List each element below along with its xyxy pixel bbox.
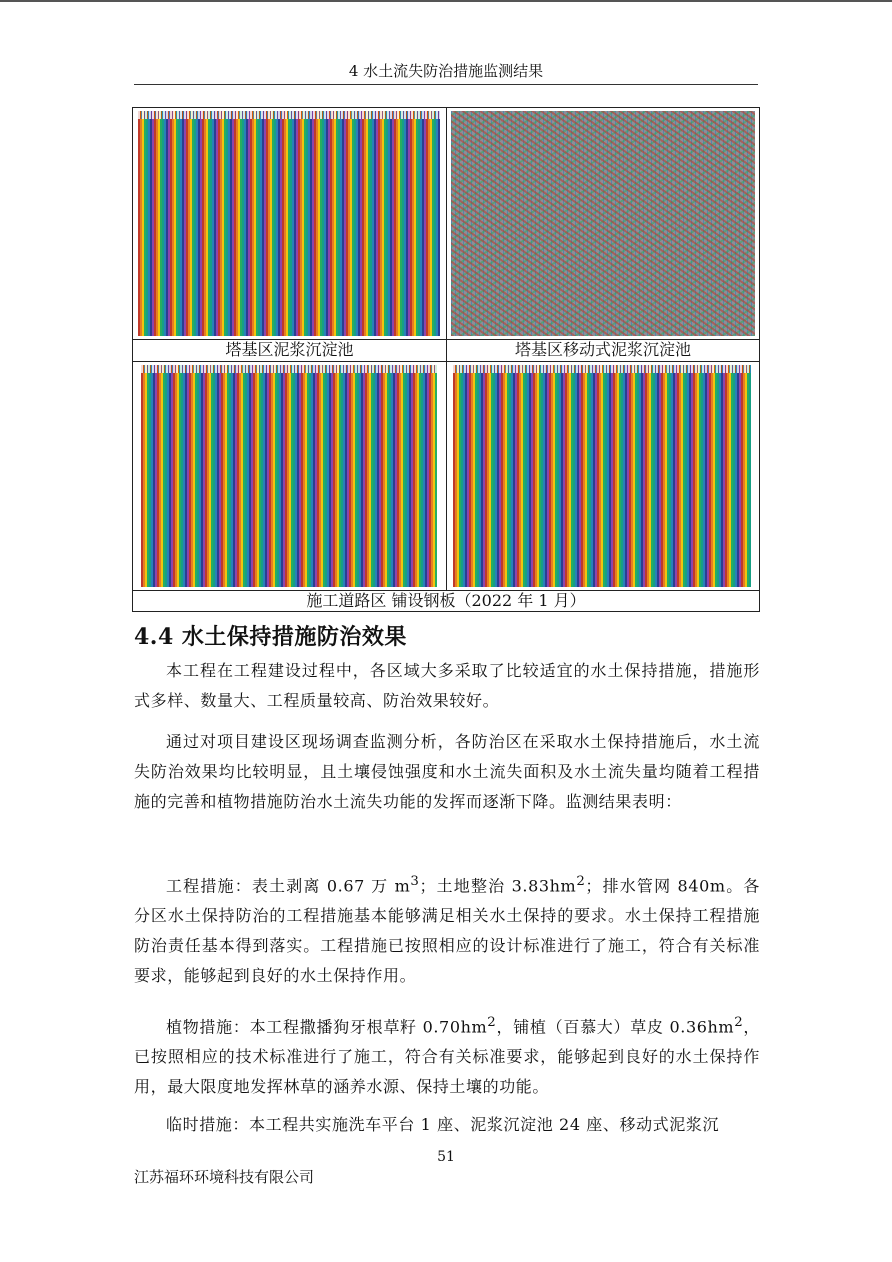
text-run: 植物措施：本工程撒播狗牙根草籽 0.70hm [166,1017,488,1037]
text-run: 工程措施：表土剥离 0.67 万 m [166,876,411,896]
photo-caption-bottom: 施工道路区 铺设钢板（2022 年 1 月） [306,591,586,610]
paragraph-1 [134,656,760,716]
text-run: ，铺植（百慕大）草皮 0.36hm [496,1017,735,1037]
paragraph-text [134,1008,760,1102]
photo-tower-mobile-mud-sedimentation-tank [451,111,755,336]
paragraph-3 [134,867,760,991]
paragraph-text [134,867,760,991]
photo-road-steel-plate-left [141,365,437,587]
paragraph-2 [134,727,760,817]
photo-top-band [453,365,751,373]
text-run: ；排水管网 840m。各分区水土保持防治的工程措施基本能够满足相关水土保持的要求。水土保持工程措施防治责任基本得到落实。工程措施已按照相应的设计标准进行了施工，符合有关标准要求，能够起到良好的水土保持作用。 [134,876,761,986]
photo-top-band [141,365,437,373]
photo-table [132,107,760,612]
text-run: ，已按照相应的技术标准进行了施工，符合有关标准要求，能够起到良好的水土保持作用，最大限度地发挥林草的涵养水源、保持土壤的功能。 [134,1017,760,1097]
text-run: ；土地整治 3.83hm [419,876,577,896]
paragraph-text: 本工程在工程建设过程中，各区域大多采取了比较适宜的水土保持措施，措施形式多样、数量大、工程质量较高、防治效果较好。 [134,661,760,710]
photo-tower-mud-sedimentation-tank [138,111,440,336]
running-header: 4 水土流失防治措施监测结果 [348,62,544,80]
table-divider-middle [133,361,759,362]
header-rule [134,84,758,85]
photo-caption-left: 塔基区泥浆沉淀池 [225,340,354,359]
photo-road-steel-plate-right [453,365,751,587]
paragraph-text: 临时措施：本工程共实施洗车平台 1 座、泥浆沉淀池 24 座、移动式泥浆沉 [166,1115,720,1134]
superscript: 2 [576,874,586,889]
superscript: 3 [410,874,420,889]
photo-top-band [138,111,440,119]
paragraph-text: 通过对项目建设区现场调查监测分析，各防治区在采取水土保持措施后，水土流失防治效果均比较明显，且土壤侵蚀强度和水土流失面积及水土流失量均随着工程措施的完善和植物措施防治水土流失功能的发挥而逐渐下降。监测结果表明： [134,732,760,811]
paragraph-5 [134,1110,760,1140]
footer-company: 江苏福环环境科技有限公司 [134,1168,315,1186]
paragraph-4 [134,1008,760,1102]
superscript: 2 [487,1015,497,1030]
section-title: 4.4 水土保持措施防治效果 [134,624,407,650]
superscript: 2 [734,1015,744,1030]
photo-caption-right: 塔基区移动式泥浆沉淀池 [514,340,691,359]
page-number: 51 [437,1149,455,1165]
page-top-border [0,0,892,2]
